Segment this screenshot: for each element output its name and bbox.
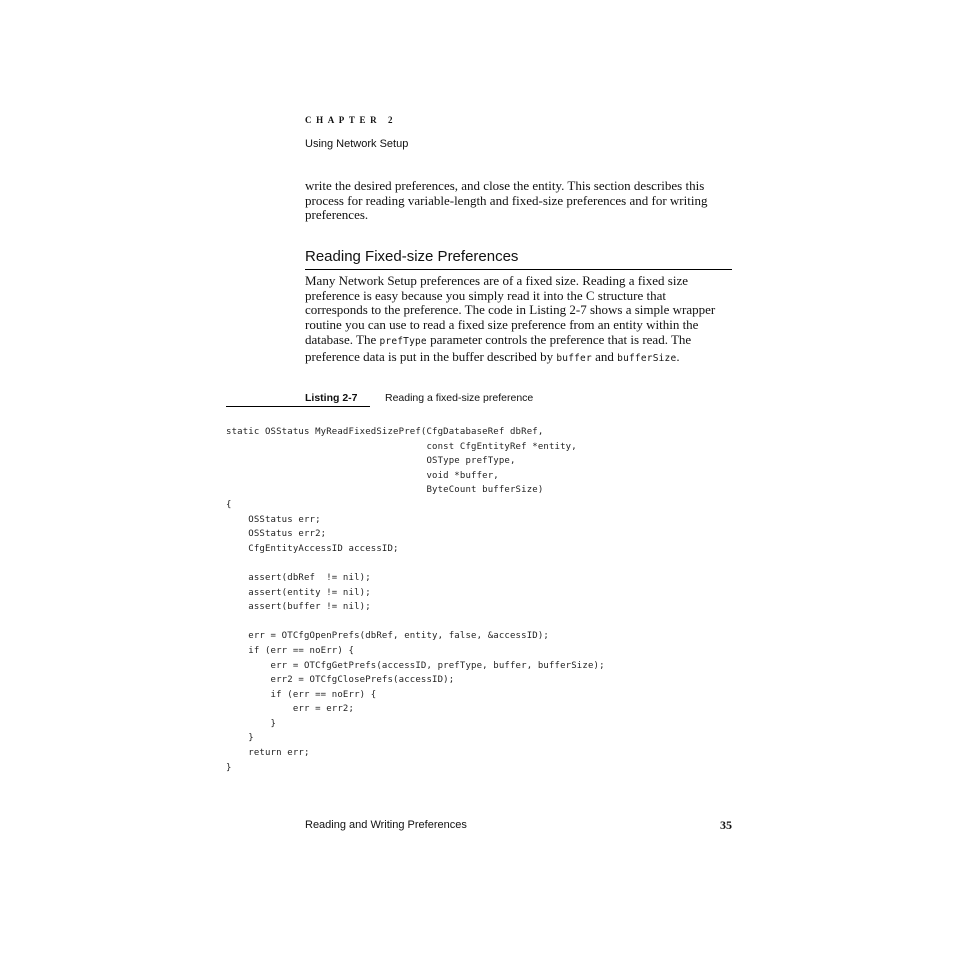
line6-text-b: and [591, 348, 618, 364]
paragraph-line-5 [305, 333, 733, 350]
code-listing: static OSStatus MyReadFixedSizePref(CfgDatabaseRef dbRef, const CfgEntityRef *entity, OSType prefType, void *buffer, ByteCount bufferSize) { OSStatus err; OSStatus err2; CfgEntityAccessID accessID; assert(dbRef != nil); assert(entity != nil); assert(buffer != nil); err = OTCfgOpenPrefs(dbRef, entity, false, &accessID); if (err == noErr) { err = OTCfgGetPrefs(accessID, prefType, buffer, bufferSize); err2 = OTCfgClosePrefs(accessID); if (err == noErr) { err = err2; } } return err; } [226, 427, 605, 773]
page-number: 35 [720, 818, 732, 832]
listing-label: Listing 2-7 [305, 392, 358, 404]
section-paragraph [305, 274, 733, 366]
line5-text-a: database. The [305, 331, 380, 347]
line6-text-c: . [676, 348, 680, 364]
footer-title: Reading and Writing Preferences [305, 819, 467, 831]
paragraph-line-6 [305, 350, 733, 367]
intro-line-1: write the desired preferences, and close the entity. This section describes this [305, 178, 705, 193]
intro-line-2: process for reading variable-length and fixed-size preferences and for writing [305, 192, 708, 208]
line5-text-b: parameter controls the preference that is read. The [426, 331, 692, 347]
chapter-title: Using Network Setup [305, 138, 409, 150]
listing-title: Reading a fixed-size preference [385, 392, 534, 404]
section-heading: Reading Fixed-size Preferences [305, 248, 519, 265]
listing-rule [226, 406, 370, 407]
code-preftype: prefType [379, 335, 427, 347]
intro-paragraph [305, 179, 733, 223]
intro-line-3: preferences. [305, 207, 369, 223]
code-buffersize: bufferSize [617, 352, 677, 364]
chapter-label: CHAPTER 2 [305, 115, 398, 125]
code-buffer: buffer [556, 352, 592, 364]
line6-text-a: preference data is put in the buffer described by [305, 348, 557, 364]
paragraph-line-2: preference is easy because you simply read it into the C structure that [305, 287, 666, 303]
paragraph-line-1: Many Network Setup preferences are of a fixed size. Reading a fixed size [305, 273, 688, 288]
paragraph-line-3: corresponds to the preference. The code in Listing 2-7 shows a simple wrapper [305, 302, 716, 318]
paragraph-line-4: routine you can use to read a fixed size preference from an entity within the [305, 317, 699, 333]
heading-rule [305, 269, 732, 270]
